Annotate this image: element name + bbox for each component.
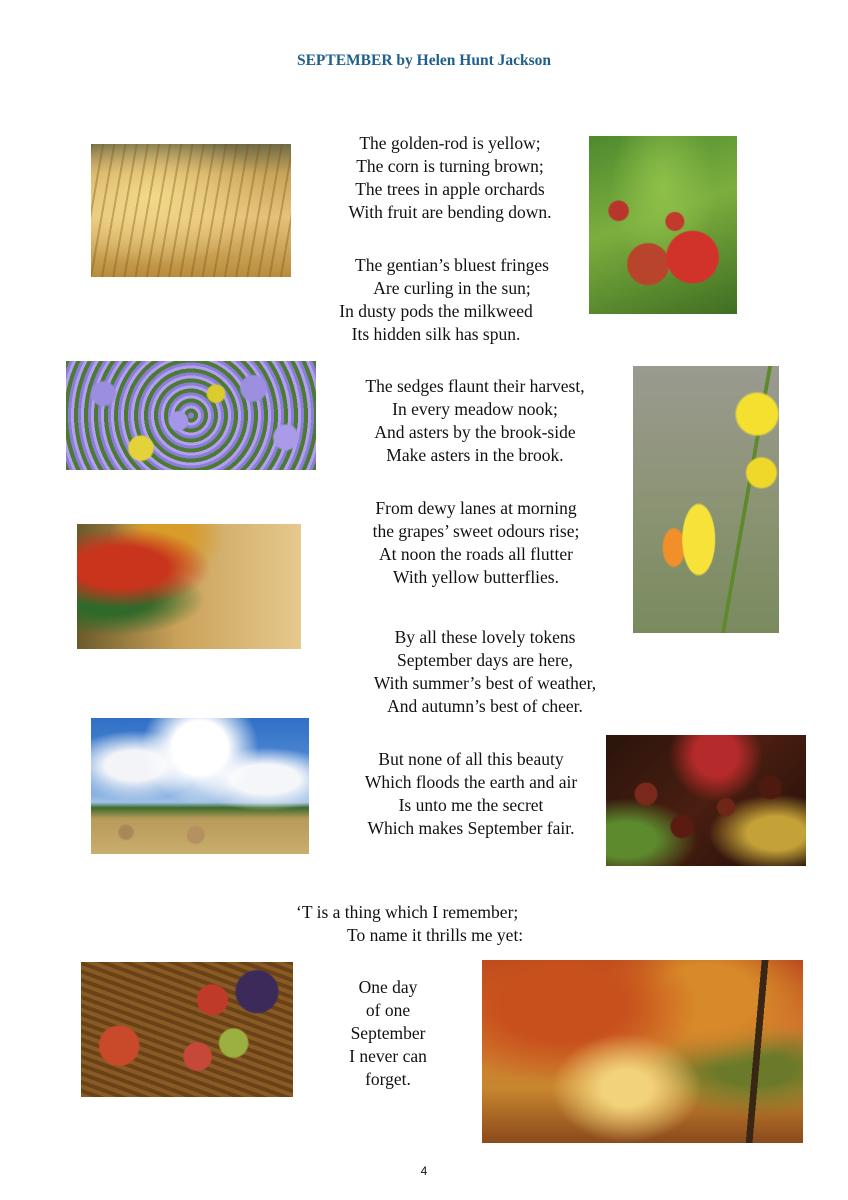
stanza-2 — [296, 254, 576, 346]
stanza-6 — [331, 748, 611, 840]
verse-line: The gentian’s bluest fringes — [355, 255, 549, 275]
verse-line: September — [350, 1023, 426, 1043]
chestnuts-image — [606, 735, 806, 866]
fruit-basket-image — [81, 962, 293, 1097]
hay-field-image — [91, 718, 309, 854]
verse-line: Its hidden silk has spun. — [351, 324, 521, 344]
verse-line: With fruit are bending down. — [348, 202, 552, 222]
verse-line: And autumn’s best of cheer. — [387, 696, 583, 716]
verse-line: the grapes’ sweet odours rise; — [372, 521, 580, 541]
stanza-4 — [336, 497, 616, 589]
poem-title: SEPTEMBER by Helen Hunt Jackson — [296, 52, 552, 69]
verse-line: of one — [365, 1000, 411, 1020]
asters-image — [66, 361, 316, 470]
butterfly-image — [633, 366, 779, 633]
verse-line: The golden-rod is yellow; — [359, 133, 541, 153]
verse-line: forget. — [365, 1069, 411, 1089]
page-number: 4 — [420, 1164, 428, 1178]
verse-line: Which makes September fair. — [367, 818, 575, 838]
verse-line: From dewy lanes at morning — [375, 498, 577, 518]
verse-line: With yellow butterflies. — [393, 567, 559, 587]
verse-line: In dusty pods the milkweed — [339, 301, 533, 321]
wheat-field-image — [91, 144, 291, 277]
verse-line: At noon the roads all flutter — [379, 544, 573, 564]
stanza-7 — [296, 901, 556, 947]
verse-line: The corn is turning brown; — [356, 156, 544, 176]
foggy-road-image — [77, 524, 301, 649]
verse-line: By all these lovely tokens — [394, 627, 576, 647]
stanza-8 — [328, 976, 448, 1091]
stanza-5 — [345, 626, 625, 718]
verse-line: Make asters in the brook. — [386, 445, 564, 465]
verse-line: In every meadow nook; — [392, 399, 558, 419]
stanza-1 — [310, 132, 590, 224]
verse-line: September days are here, — [397, 650, 573, 670]
verse-line: ‘T is a thing which I remember; — [296, 902, 519, 922]
verse-line: But none of all this beauty — [378, 749, 564, 769]
verse-line: The trees in apple orchards — [355, 179, 545, 199]
verse-line: To name it thrills me yet: — [347, 925, 524, 945]
stanza-3 — [335, 375, 615, 467]
verse-line: One day — [358, 977, 418, 997]
apple-branch-image — [589, 136, 737, 314]
verse-line: And asters by the brook-side — [374, 422, 576, 442]
verse-line: The sedges flaunt their harvest, — [365, 376, 585, 396]
verse-line: Are curling in the sun; — [373, 278, 531, 298]
verse-line: Which floods the earth and air — [364, 772, 578, 792]
verse-line: With summer’s best of weather, — [373, 673, 597, 693]
verse-line: I never can — [349, 1046, 427, 1066]
autumn-forest-image — [482, 960, 803, 1143]
verse-line: Is unto me the secret — [398, 795, 544, 815]
